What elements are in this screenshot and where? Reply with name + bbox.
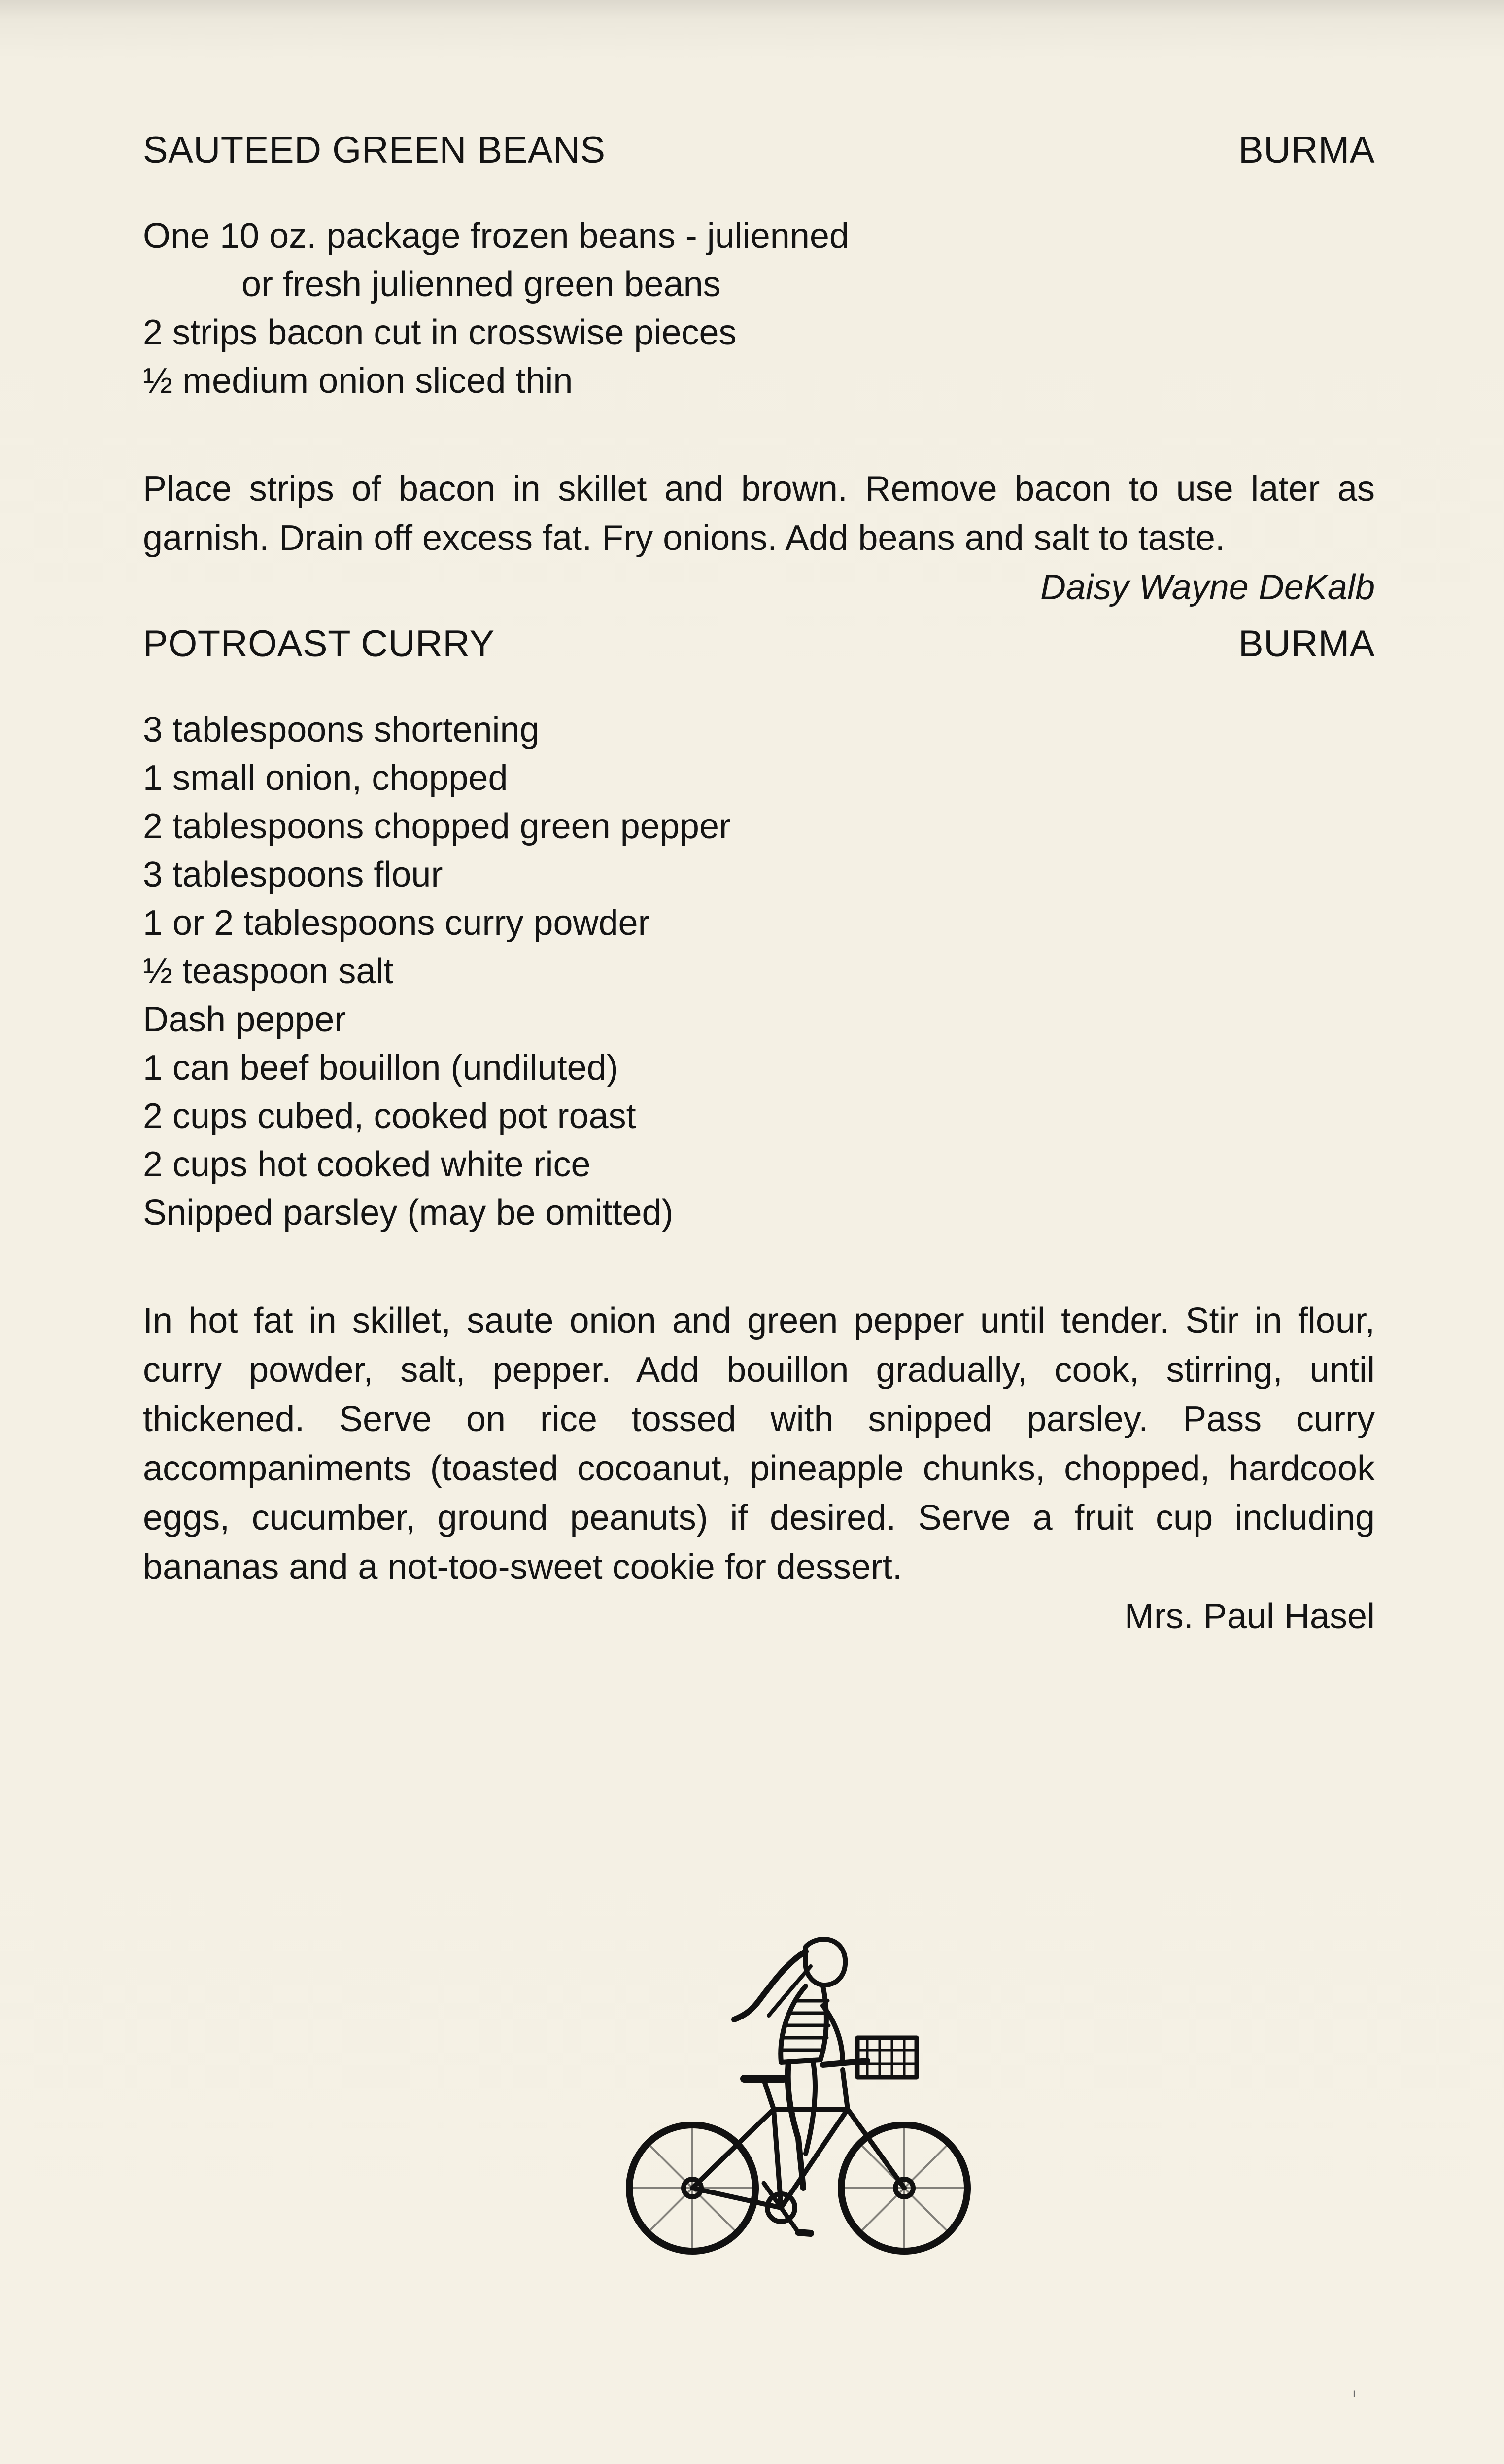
page-corner-mark: ı (1352, 2385, 1356, 2400)
recipe-region: BURMA (1238, 623, 1375, 665)
recipe-title: SAUTEED GREEN BEANS (143, 129, 606, 171)
ingredient-item: 2 strips bacon cut in crosswise pieces (143, 313, 737, 352)
ingredient-item: 3 tablespoons flour (143, 855, 443, 894)
bicycle-rider-illustration-icon (611, 1932, 986, 2287)
ingredient-item: 3 tablespoons shortening (143, 710, 540, 750)
recipe-header (143, 617, 1375, 671)
ingredient-continuation: or fresh julienned green beans (241, 265, 721, 304)
ingredient-item: ½ medium onion sliced thin (143, 361, 573, 401)
recipe-potroast-curry (143, 617, 1375, 1641)
ingredient-item: 2 cups hot cooked white rice (143, 1145, 591, 1184)
ingredient-item: 1 or 2 tablespoons curry powder (143, 903, 650, 943)
recipe-column (143, 123, 1375, 1641)
recipe-author: Daisy Wayne DeKalb (1040, 568, 1375, 607)
recipe-title: POTROAST CURRY (143, 623, 495, 665)
ingredient-item: 2 tablespoons chopped green pepper (143, 807, 731, 846)
ingredient-item: Dash pepper (143, 1000, 346, 1039)
ingredient-list (143, 706, 1375, 1237)
ingredient-item: 1 small onion, chopped (143, 758, 508, 798)
recipe-directions: In hot fat in skillet, saute onion and green pepper until tender. Stir in flour, curry powder, salt, pepper. Add bouillon gradually, cook, stirring, until thickened. Serve on rice tossed with snipped parsley. Pass curry accompaniments (toasted cocoanut, pineapple chunks, chopped, hardcook eggs, cucumber, ground peanuts) if desired. Serve a fruit cup including bananas and a not-too-sweet cookie for dessert. (143, 1301, 1375, 1587)
recipe-header (143, 123, 1375, 177)
recipe-directions: Place strips of bacon in skillet and brown. Remove bacon to use later as garnish. Drain off excess fat. Fry onions. Add beans and salt to taste. (143, 469, 1375, 558)
recipe-author: Mrs. Paul Hasel (1124, 1597, 1375, 1636)
ingredient-list (143, 212, 1375, 405)
ingredient-item: ½ teaspoon salt (143, 952, 394, 991)
ingredient-item: Snipped parsley (may be omitted) (143, 1193, 674, 1232)
recipe-region: BURMA (1238, 129, 1375, 171)
ingredient-item: 1 can beef bouillon (undiluted) (143, 1048, 618, 1088)
recipe-sauteed-green-beans (143, 123, 1375, 612)
ingredient-item: One 10 oz. package frozen beans - julienned or fresh julienned green beans (143, 212, 1375, 308)
ingredient-item: 2 cups cubed, cooked pot roast (143, 1096, 636, 1136)
